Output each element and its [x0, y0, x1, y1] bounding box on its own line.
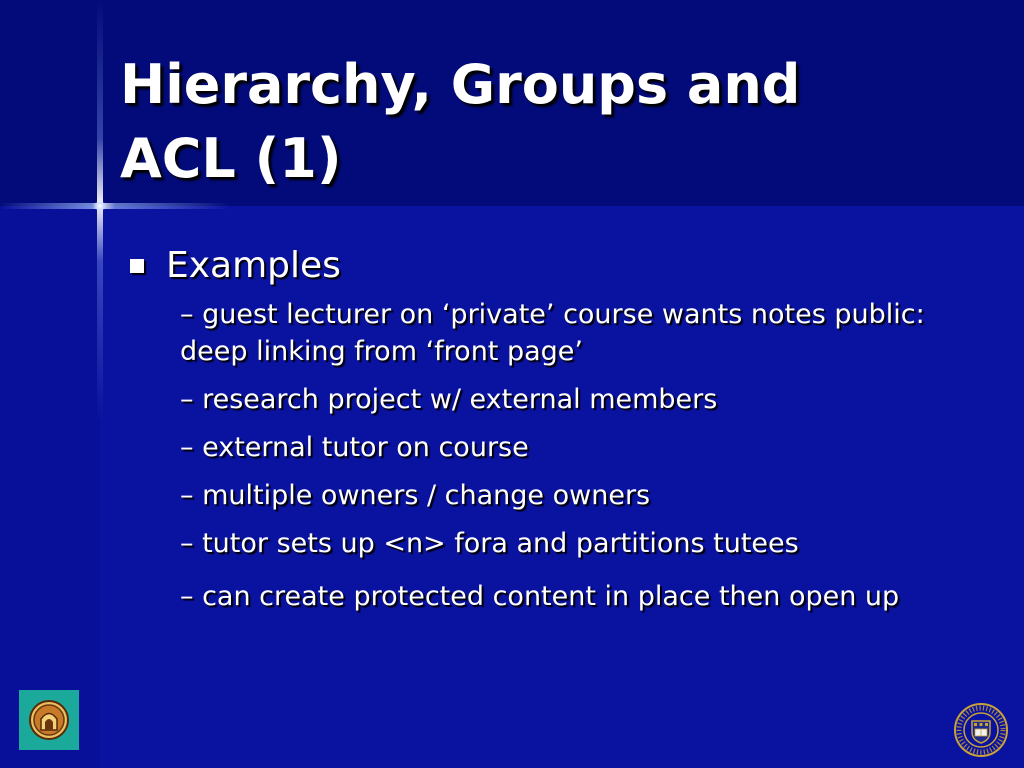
home-button[interactable] [19, 690, 79, 750]
light-flare-core [94, 200, 106, 212]
sub-bullet-item: – can create protected content in place then open up [180, 581, 900, 612]
light-flare-horizontal [0, 203, 230, 209]
sub-bullet-item: – multiple owners / change owners [180, 480, 651, 511]
bullet-square-icon [130, 259, 144, 273]
university-seal-icon [953, 702, 1009, 758]
home-icon [27, 698, 71, 742]
bullet-label: Examples [166, 245, 341, 286]
sub-bullet-item: – external tutor on course [180, 432, 529, 463]
left-band [0, 206, 100, 768]
slide-title: Hierarchy, Groups and ACL (1) [120, 53, 801, 190]
sub-bullet-item: – guest lecturer on ‘private’ course wants notes public: deep linking from ‘front page’ [180, 299, 925, 367]
sub-bullet-item: – research project w/ external members [180, 384, 718, 415]
bullet-item [130, 242, 960, 290]
sub-bullet-list [130, 296, 960, 621]
slide-content [130, 242, 960, 632]
sub-bullet-item: – tutor sets up <n> fora and partitions tutees [180, 528, 799, 559]
light-flare-vertical [97, 0, 103, 768]
